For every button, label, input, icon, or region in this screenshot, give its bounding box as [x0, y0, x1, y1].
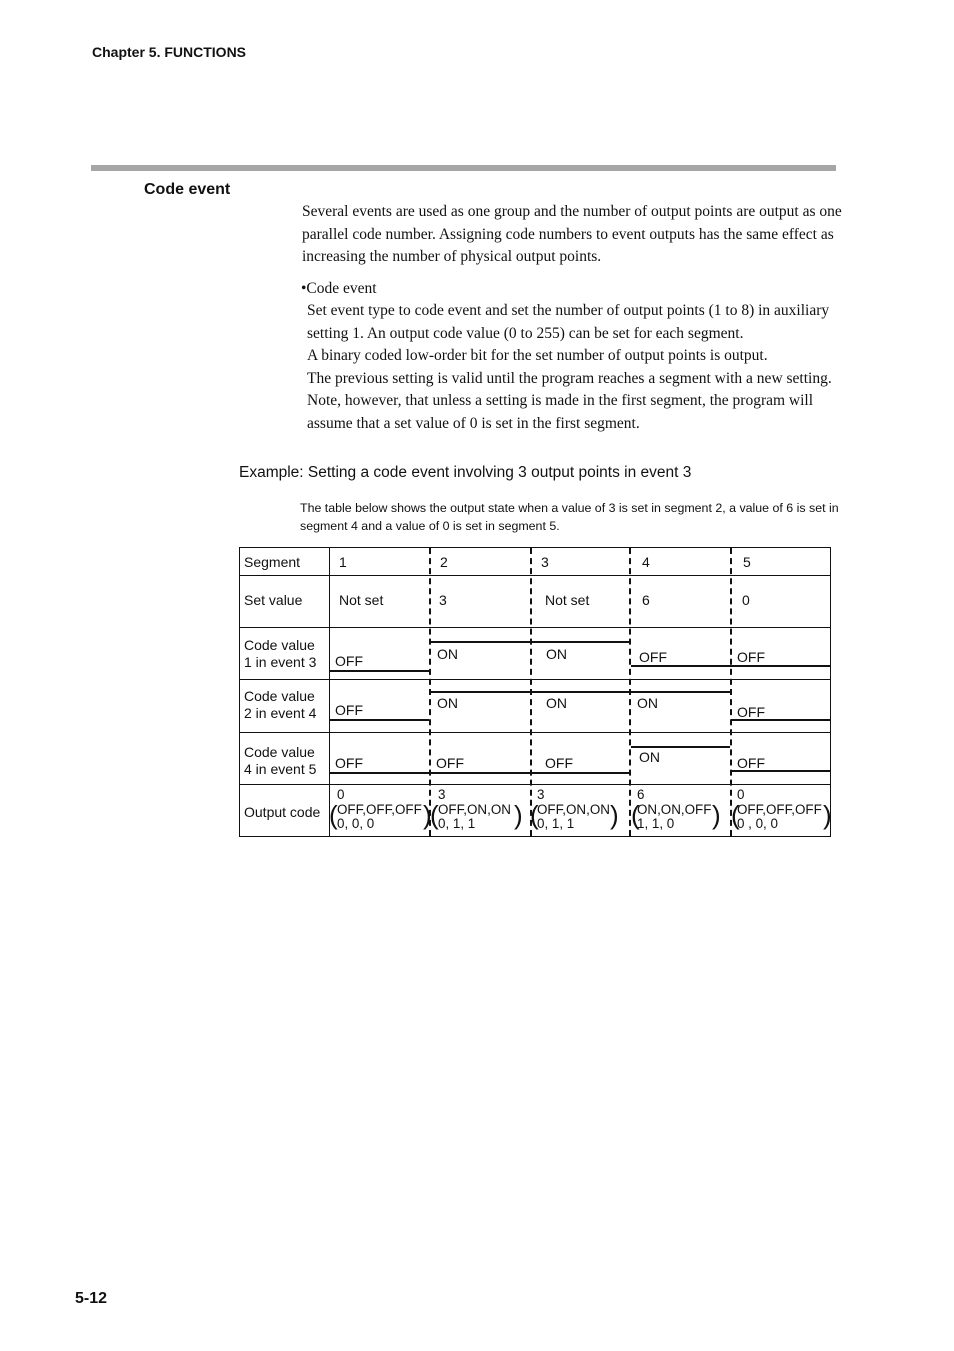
signal-state: ON: [437, 646, 458, 662]
set-value: Not set: [545, 592, 590, 608]
signal-high: [430, 691, 730, 693]
open-paren: (: [530, 800, 539, 830]
close-paren: ): [823, 800, 832, 830]
signal-state: OFF: [737, 704, 765, 720]
signal-low: [330, 719, 429, 721]
signal-state: OFF: [737, 755, 765, 771]
page-number: 5-12: [75, 1290, 108, 1307]
signal-state: ON: [546, 646, 567, 662]
bullet-heading: •Code event: [301, 280, 377, 297]
close-paren: ): [514, 800, 523, 830]
set-value: 6: [642, 592, 650, 608]
signal-high: [430, 641, 630, 643]
output-code-bits: 1, 1, 0: [637, 816, 675, 831]
label-column-border: [329, 548, 330, 836]
output-code-bits: 0, 0, 0: [337, 816, 375, 831]
output-code-states: OFF,OFF,OFF: [337, 801, 422, 817]
open-paren: (: [430, 800, 439, 830]
set-value: 0: [742, 592, 750, 608]
row-label-set-value: Set value: [244, 592, 303, 608]
output-code-states: OFF,OFF,OFF: [737, 801, 822, 817]
output-code-bits: 0, 1, 1: [537, 816, 575, 831]
section-title: Code event: [144, 181, 231, 198]
output-code-states: OFF,ON,ON: [438, 801, 511, 817]
timing-table: [239, 547, 831, 837]
output-code-cell: [637, 788, 711, 832]
segment-number: 1: [339, 554, 347, 570]
segment-number: 4: [642, 554, 650, 570]
open-paren: (: [631, 800, 640, 830]
row-label-output-code: Output code: [244, 804, 321, 820]
output-code-value: 6: [637, 787, 645, 802]
output-code-states: ON,ON,OFF: [637, 801, 712, 817]
output-code-bits: 0 , 0, 0: [737, 816, 778, 831]
row-label-code2: Code value 2 in event 4: [244, 688, 317, 721]
example-note: The table below shows the output state when a value of 3 is set in segment 2, a value of 6 is set in segment 4 and a value of 0 is set in segment 5.: [300, 501, 839, 533]
close-paren: ): [712, 800, 721, 830]
example-title: Example: Setting a code event involving 3 output points in event 3: [239, 464, 692, 481]
bullet-line: A binary coded low-order bit for the set number of output points is output.: [307, 347, 768, 365]
bullet-line: Note, however, that unless a setting is made in the first segment, the program will assume that a set value of 0 is set in the first segment.: [307, 392, 814, 432]
open-paren: (: [329, 800, 338, 830]
signal-state: OFF: [335, 653, 363, 669]
set-value: Not set: [339, 592, 384, 608]
output-code-value: 0: [337, 787, 345, 802]
output-code-value: 3: [438, 787, 446, 802]
signal-state: OFF: [335, 702, 363, 718]
row-label-code1: Code value 1 in event 3: [244, 637, 317, 670]
bullet-line: The previous setting is valid until the program reaches a segment with a new setting.: [307, 369, 832, 387]
signal-low: [330, 772, 630, 774]
signal-state: OFF: [737, 649, 765, 665]
signal-state: OFF: [335, 755, 363, 771]
signal-state: OFF: [639, 649, 667, 665]
output-code-value: 0: [737, 787, 745, 802]
close-paren: ): [423, 800, 432, 830]
open-paren: (: [731, 800, 740, 830]
chapter-header: Chapter 5. FUNCTIONS: [92, 44, 247, 60]
bullet-body: [307, 300, 842, 436]
set-value: 3: [439, 592, 447, 608]
segment-boundary: [730, 548, 732, 836]
signal-state: OFF: [436, 755, 464, 771]
signal-high: [631, 746, 730, 748]
signal-state: ON: [437, 695, 458, 711]
row-label-code4: Code value 4 in event 5: [244, 744, 317, 777]
output-code-value: 3: [537, 787, 545, 802]
signal-low: [330, 670, 429, 672]
segment-number: 5: [743, 554, 751, 570]
signal-state: ON: [639, 749, 660, 765]
segment-number: 3: [541, 554, 549, 570]
output-code-bits: 0, 1, 1: [438, 816, 476, 831]
output-code-cell: [537, 788, 610, 832]
close-paren: ): [610, 800, 619, 830]
bullet-line: Set event type to code event and set the number of output points (1 to 8) in auxiliary setting 1. An output code value (0 to 255) can be set for each segment.: [307, 302, 830, 342]
signal-low: [631, 665, 830, 667]
output-code-cell: [337, 788, 422, 832]
signal-state: OFF: [545, 755, 573, 771]
intro-paragraph: Several events are used as one group and the number of output points are output as one parallel code number. Assigning code numbers to event outputs has the same effect as increasing the number of physical output points.: [302, 203, 842, 266]
signal-state: ON: [546, 695, 567, 711]
signal-state: ON: [637, 695, 658, 711]
output-code-states: OFF,ON,ON: [537, 801, 610, 817]
output-code-cell: [438, 788, 511, 832]
section-divider: [91, 165, 836, 171]
output-code-cell: [737, 788, 822, 832]
row-label-segment: Segment: [244, 554, 301, 570]
segment-number: 2: [440, 554, 448, 570]
